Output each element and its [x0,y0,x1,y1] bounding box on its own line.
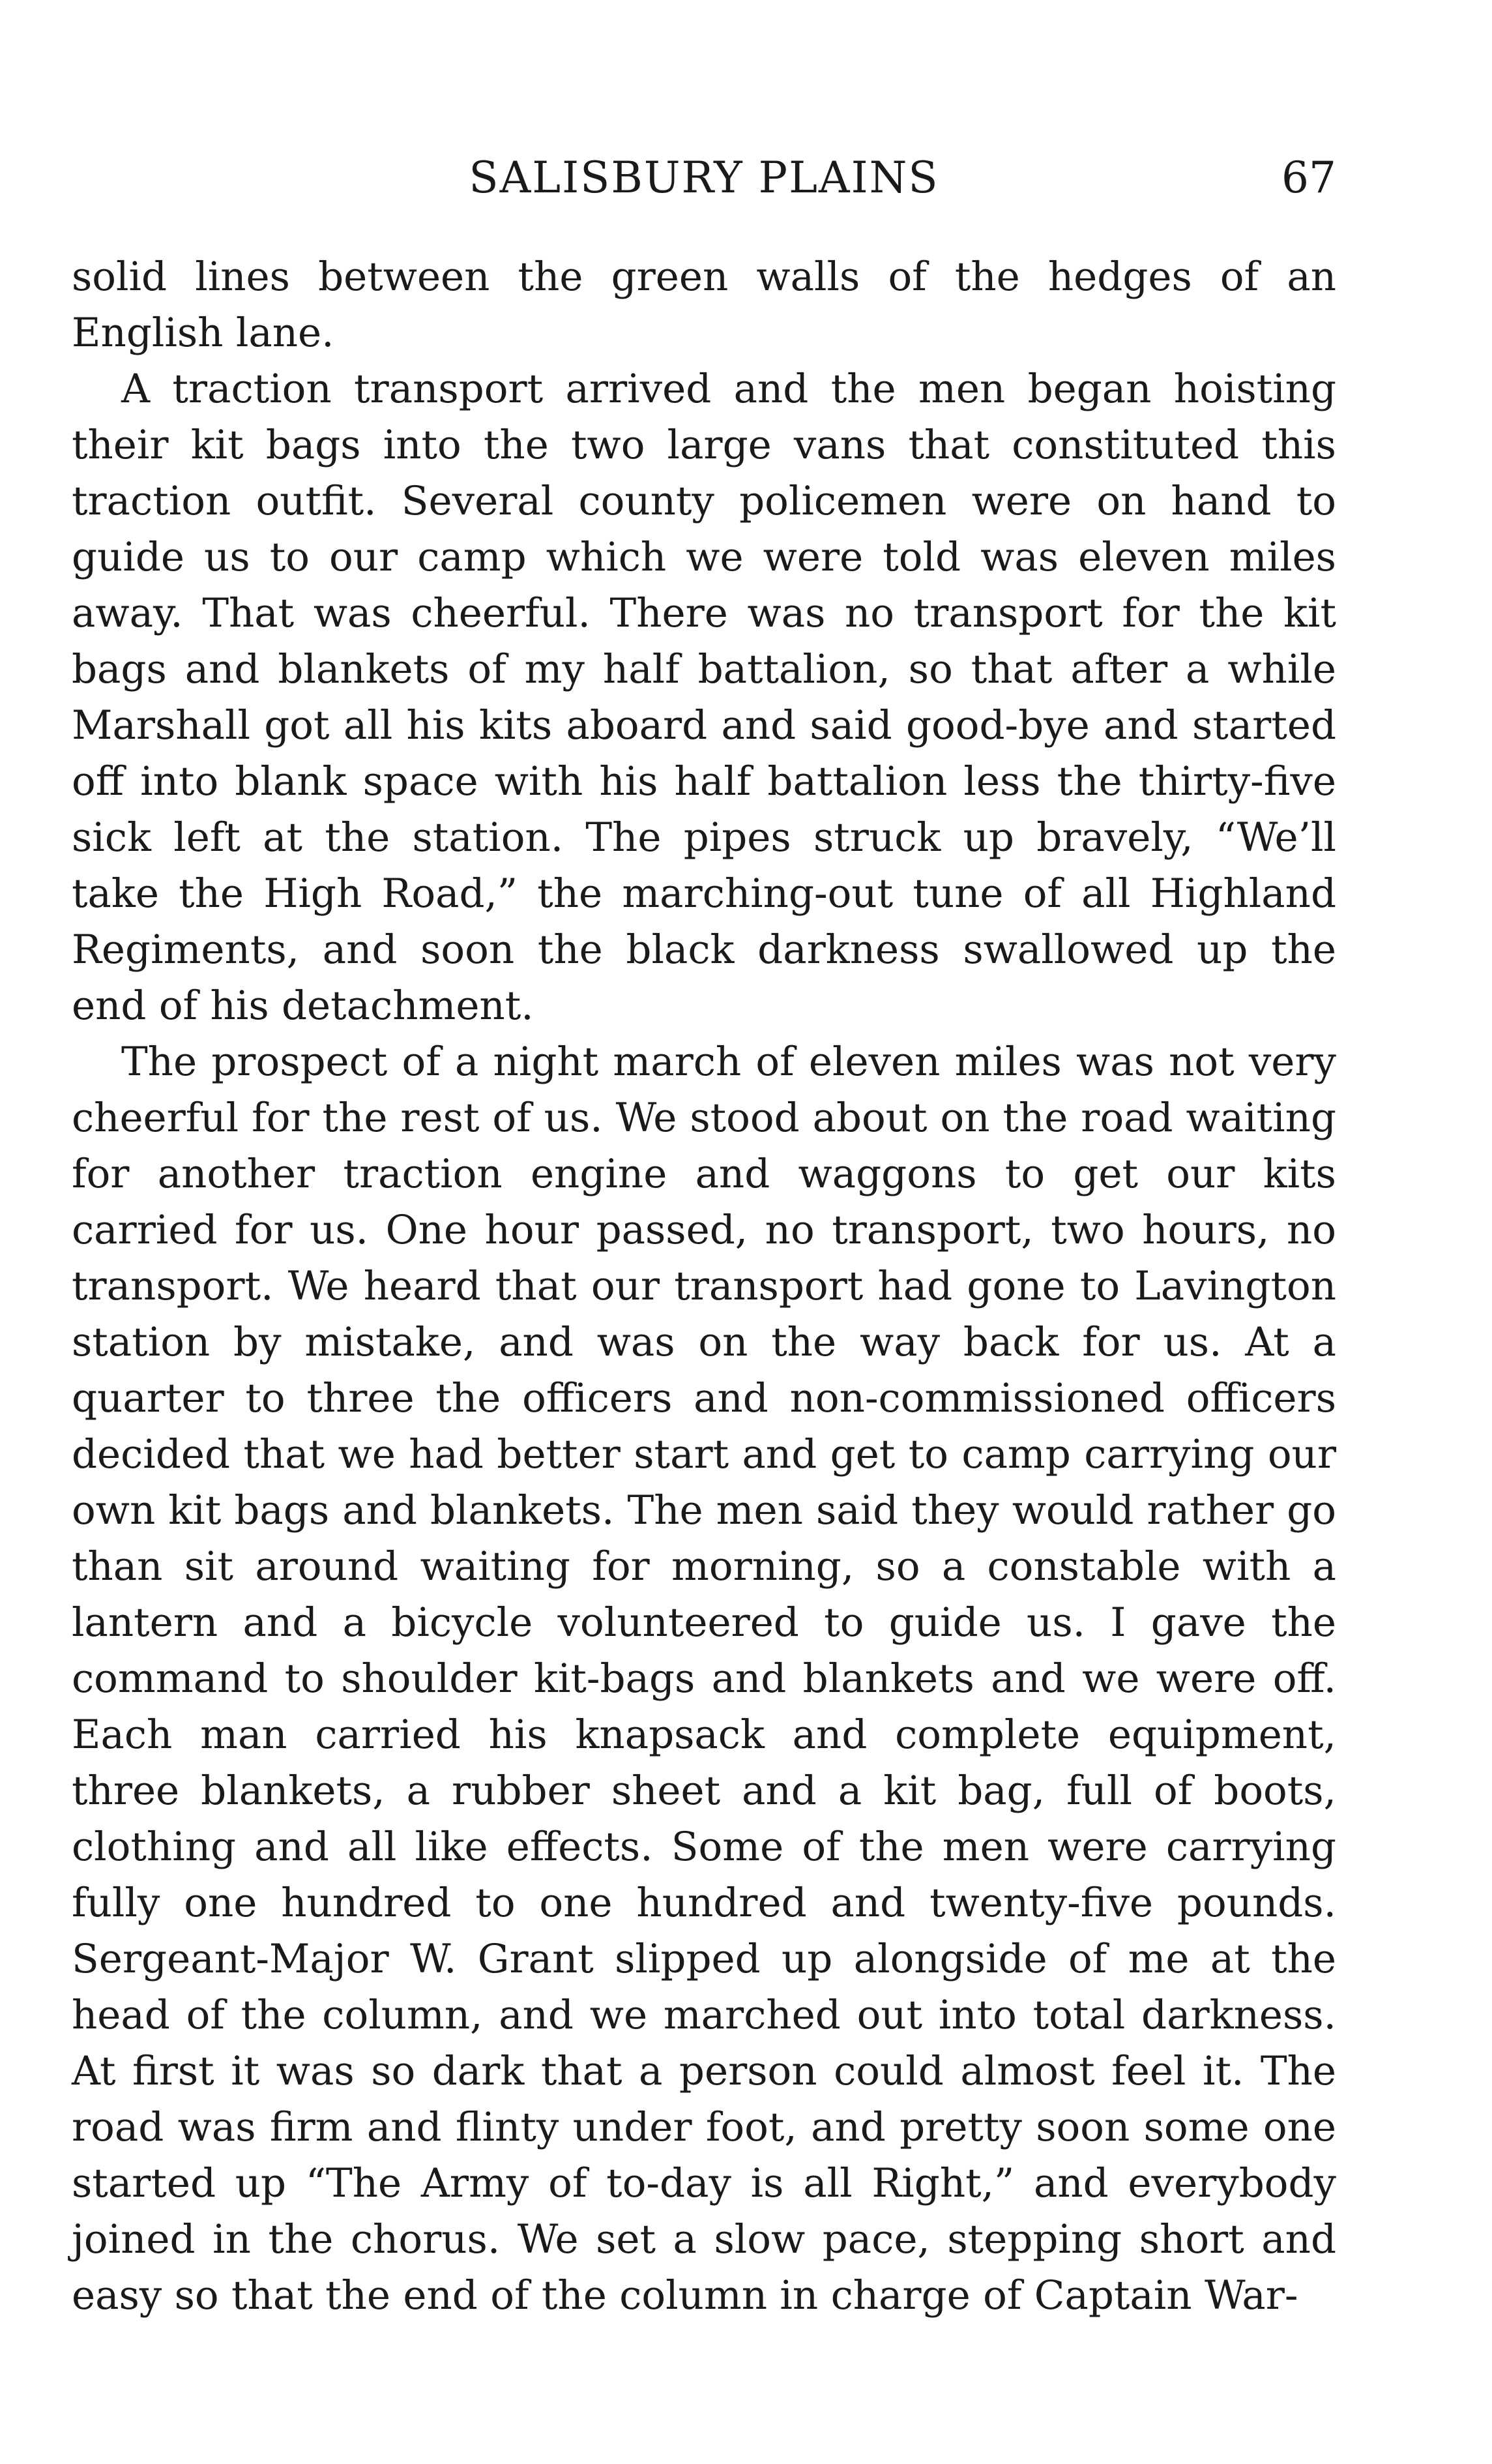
running-title: SALISBURY PLAINS [469,153,939,203]
paragraph-continued: solid lines between the green walls of the hedges of an English lane. [72,254,1336,356]
running-head [72,149,1336,207]
paragraph-traction-transport: A traction transport arrived and the men began hoisting their kit bags into the two large vans that constituted this traction outfit. Several county policemen were on hand to guide us to our camp which we were told was eleven miles away. That was cheerful. There was no transport for the kit bags and blankets of my half battalion, so that after a while Marshall got all his kits aboard and said good-bye and started off into blank space with his half battalion less the thirty-five sick left at the station. The pipes struck up bravely, “We’ll take the High Road,” the marching-out tune of all Highland Regiments, and soon the black darkness swallowed up the end of his detachment. [72,366,1336,1029]
page-number: 67 [1281,153,1336,203]
paragraph-night-march: The prospect of a night march of eleven miles was not very cheerful for the rest of us. We stood about on the road waiting for another traction engine and waggons to get our kits carried for us. One hour passed, no transport, two hours, no transport. We heard that our transport had gone to Lavington station by mistake, and was on the way back for us. At a quarter to three the officers and non-commissioned officers decided that we had better start and get to camp carrying our own kit bags and blankets. The men said they would rather go than sit around waiting for morning, so a constable with a lantern and a bicycle volunteered to guide us. I gave the command to shoulder kit-bags and blankets and we were off. Each man carried his knapsack and complete equipment, three blankets, a rubber sheet and a kit bag, full of boots, clothing and all like effects. Some of the men were carrying fully one hundred to one hundred and twenty-five pounds. Sergeant-Major W. Grant slipped up alongside of me at the head of the column, and we marched out into total darkness. At first it was so dark that a person could almost feel it. The road was firm and flinty under foot, and pretty soon some one started up “The Army of to-day is all Right,” and everybody joined in the chorus. We set a slow pace, stepping short and easy so that the end of the column in charge of Captain War- [72,1039,1336,2319]
body-text [72,249,1336,2324]
